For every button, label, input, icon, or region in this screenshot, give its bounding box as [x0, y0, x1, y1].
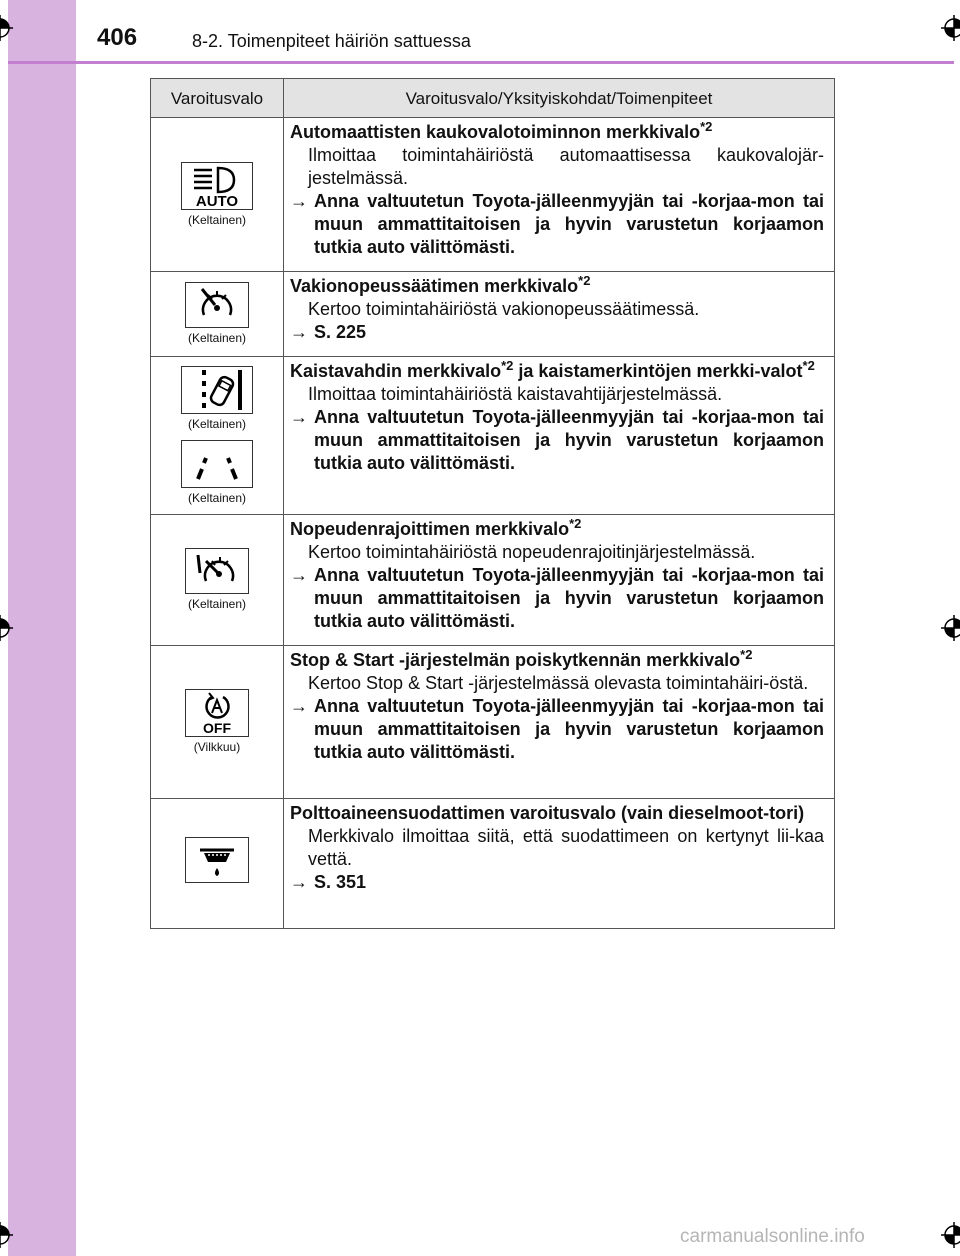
registration-mark-icon: [941, 15, 960, 41]
arrow-icon: →: [290, 872, 308, 892]
stop-start-off-label: OFF: [203, 720, 231, 736]
table-row: [151, 272, 835, 357]
icon-group: [181, 366, 253, 432]
registration-mark-icon: [0, 1222, 13, 1248]
icon-group: [185, 282, 249, 346]
icon-cell: [151, 272, 284, 357]
icon-cell: [151, 357, 284, 515]
item-action: → Anna valtuutetun Toyota-jälleenmyyjän tai -korjaa-mon tai muun ammattitaitoisen ja hyvin varustetun korjaamon tutkia auto välittömästi.: [290, 191, 824, 257]
column-header-details: Varoitusvalo/Yksityiskohdat/Toimenpiteet: [284, 79, 835, 118]
svg-text:AUTO: AUTO: [195, 192, 239, 210]
item-description: Kertoo toimintahäiriöstä nopeudenrajoitinjärjestelmässä.: [308, 542, 756, 562]
item-title: Stop & Start -järjestelmän poiskytkennän merkkivalo$^{*2}$: [290, 647, 753, 670]
chapter-title: 8-2. Toimenpiteet häiriön sattuessa: [192, 31, 471, 51]
side-color-band: [8, 0, 76, 1256]
item-description: Kertoo toimintahäiriöstä vakionopeussäätimessä.: [308, 299, 700, 319]
icon-group: [181, 440, 253, 506]
item-description: Ilmoittaa toimintahäiriöstä kaistavahtijärjestelmässä.: [308, 384, 723, 404]
item-title: Nopeudenrajoittimen merkkivalo$^{*2}$: [290, 516, 582, 539]
watermark-text: carmanualsonline.info: [680, 1226, 865, 1247]
arrow-icon: →: [290, 322, 308, 342]
icon-caption: (Keltainen): [187, 597, 247, 611]
description-cell: [284, 357, 835, 515]
table-row: [151, 646, 835, 799]
icon-caption: (Keltainen): [187, 490, 247, 505]
header-rule: [8, 61, 954, 64]
item-page-reference: → S. 351: [290, 872, 367, 892]
item-description: Merkkivalo ilmoittaa siitä, että suodattimeen on kertynyt lii-kaa vettä.: [308, 826, 824, 869]
lane-markings-icon: [181, 440, 253, 488]
icon-group: [185, 689, 249, 755]
description-cell: [284, 272, 835, 357]
item-title: Automaattisten kaukovalotoiminnon merkkivalo$^{*2}$: [290, 119, 713, 142]
table-row: [151, 799, 835, 929]
item-action: → Anna valtuutetun Toyota-jälleenmyyjän tai -korjaa-mon tai muun ammattitaitoisen ja hyvin varustetun korjaamon tutkia auto välittömästi.: [290, 696, 824, 762]
cruise-control-icon: [185, 282, 249, 328]
item-description: Ilmoittaa toimintahäiriöstä automaattisessa kaukovalojär-jestelmässä.: [308, 145, 824, 188]
registration-mark-icon: [0, 15, 13, 41]
fuel-filter-icon: [185, 837, 249, 883]
icon-group: [185, 548, 249, 612]
icon-group: [185, 837, 249, 885]
item-description: Kertoo Stop & Start -järjestelmässä olevasta toimintahäiri-östä.: [308, 673, 809, 693]
arrow-icon: →: [290, 696, 308, 716]
item-title: Kaistavahdin merkkivalo$^{*2}$ ja kaistamerkintöjen merkki-valot$^{*2}$: [290, 358, 815, 381]
column-header-light: Varoitusvalo: [151, 79, 284, 118]
auto-high-beam-icon: [181, 162, 253, 210]
item-action: → Anna valtuutetun Toyota-jälleenmyyjän tai -korjaa-mon tai muun ammattitaitoisen ja hyvin varustetun korjaamon tutkia auto välittömästi.: [290, 407, 824, 473]
warning-light-table: [150, 78, 835, 929]
registration-mark-icon: [0, 615, 13, 641]
arrow-icon: →: [290, 191, 308, 211]
description-cell: [284, 646, 835, 799]
registration-mark-icon: [941, 1222, 960, 1248]
stop-start-off-icon: [185, 689, 249, 737]
icon-cell: [151, 515, 284, 646]
speed-limiter-icon: [185, 548, 249, 594]
table-row: [151, 118, 835, 272]
icon-cell: [151, 799, 284, 929]
arrow-icon: →: [290, 565, 308, 585]
icon-caption: (Keltainen): [187, 331, 247, 345]
page-number: 406: [97, 24, 138, 51]
icon-caption: (Vilkkuu): [193, 740, 241, 754]
icon-cell: [151, 646, 284, 799]
table-row: [151, 515, 835, 646]
icon-caption: (Keltainen): [187, 212, 247, 227]
lane-departure-icon: [181, 366, 253, 414]
registration-mark-icon: [941, 615, 960, 641]
icon-cell: [151, 118, 284, 272]
item-action: → Anna valtuutetun Toyota-jälleenmyyjän tai -korjaa-mon tai muun ammattitaitoisen ja hyvin varustetun korjaamon tutkia auto välittömästi.: [290, 565, 824, 631]
description-cell: [284, 799, 835, 929]
arrow-icon: →: [290, 407, 308, 427]
description-cell: [284, 515, 835, 646]
icon-group: [181, 162, 253, 228]
description-cell: [284, 118, 835, 272]
icon-caption: (Keltainen): [187, 416, 247, 431]
item-title: Polttoaineensuodattimen varoitusvalo (vain dieselmoot-tori): [290, 803, 805, 823]
item-title: Vakionopeussäätimen merkkivalo$^{*2}$: [290, 273, 591, 296]
item-page-reference: → S. 225: [290, 322, 367, 342]
table-row: [151, 357, 835, 515]
table-header-row: [151, 79, 835, 118]
